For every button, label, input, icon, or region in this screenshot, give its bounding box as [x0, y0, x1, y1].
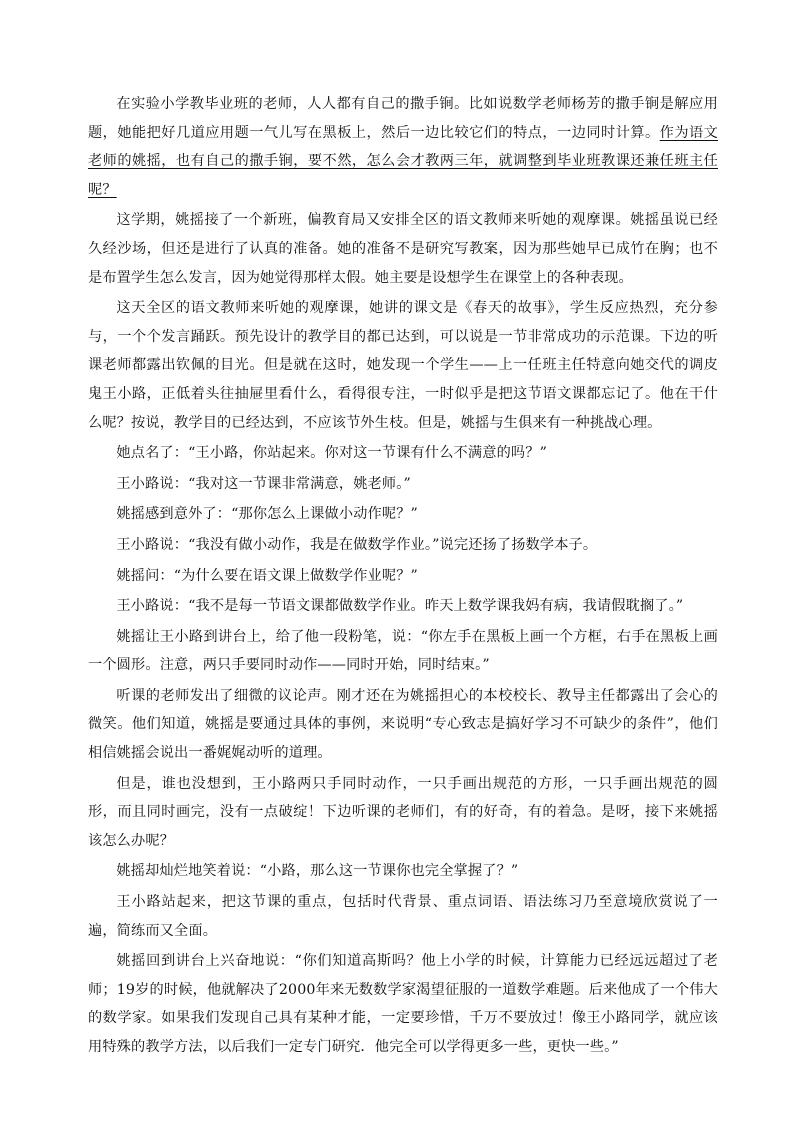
paragraph-13: 姚摇却灿烂地笑着说：“小路，那么这一节课你也完全掌握了？”	[116, 863, 519, 880]
paragraph-1-text: 在实验小学教毕业班的老师，人人都有自己的撒手锏。比如说数学老师杨芳的撒手锏是解应用题，她能把好几道应用题一气儿写在黑板上，然后一边比较它们的特点，一边同时计算。	[88, 96, 718, 141]
underlined-sentence: 作为语文老师的姚摇，也有自己的撒手锏，要不然，怎么会才教两三年，就调整到毕业班教课还兼任班主任呢？	[88, 124, 718, 198]
paragraph-3: 这天全区的语文教师来听她的观摩课，她讲的课文是《春天的故事》，学生反应热烈，充分参与，一个个发言踊跃。预先设计的教学目的都已达到，可以说是一节非常成功的示范课。下边的听课老师都露出钦佩的目光。但是就在这时，她发现一个学生——上一任班主任特意向她交代的调皮鬼王小路，正低着头往抽屉里看什么，看得很专注，一时似乎是把这节语文课都忘记了。他在干什么呢？按说，教学目的已经达到，不应该节外生枝。但是，姚摇与生俱来有一种挑战心理。	[88, 300, 718, 431]
paragraph-5: 王小路说：“我对这一节课非常满意，姚老师。”	[116, 475, 411, 492]
paragraph-14: 王小路站起来，把这节课的重点，包括时代背景、重点词语、语法练习乃至意境欣赏说了一遍，简练而又全面。	[88, 894, 718, 939]
paragraph-8: 姚摇问：“为什么要在语文课上做数学作业呢？”	[116, 567, 418, 584]
paragraph-6: 姚摇感到意外了：“那你怎么上课做小动作呢？”	[116, 506, 418, 523]
paragraph-15: 姚摇回到讲台上兴奋地说：“你们知道高斯吗？他上小学的时候，计算能力已经远远超过了老师；19岁的时候，他就解决了2000年来无数数学家渴望征服的一道数学难题。后来他成了一个伟大的数学家。如果我们发现自己具有某种才能，一定要珍惜，千万不要放过！像王小路同学，就应该用特殊的教学方法，以后我们一定专门研究．他完全可以学得更多一些，更快一些。”	[88, 953, 718, 1055]
paragraph-10: 姚摇让王小路到讲台上，给了他一段粉笔，说：“你左手在黑板上画一个方框，右手在黑板上画一个圆形。注意，两只手要同时动作——同时开始，同时结束。”	[88, 628, 718, 674]
paragraph-2: 这学期，姚摇接了一个新班，偏教育局又安排全区的语文教师来听她的观摩课。姚摇虽说已经久经沙场，但还是进行了认真的准备。她的准备不是研究写教案，因为那些她早已成竹在胸；也不是布置学生怎么发言，因为她觉得那样太假。她主要是设想学生在课堂上的各种表现。	[88, 212, 718, 286]
paragraph-7: 王小路说：“我没有做小动作，我是在做数学作业。”说完还扬了扬数学本子。	[116, 536, 598, 553]
paragraph-12: 但是，谁也没想到，王小路两只手同时动作，一只手画出规范的方形，一只手画出规范的圆形，而且同时画完，没有一点破绽！下边听课的老师们，有的好奇，有的着急。是呀，接下来姚摇该怎么办呢？	[88, 775, 718, 849]
story-body	[88, 90, 718, 1064]
paragraph-9: 王小路说：“我不是每一节语文课都做数学作业。昨天上数学课我妈有病，我请假耽搁了。”	[116, 598, 684, 615]
paragraph-1	[88, 90, 718, 204]
paragraph-4: 她点名了：“王小路，你站起来。你对这一节课有什么不满意的吗？”	[116, 445, 547, 462]
paragraph-11: 听课的老师发出了细微的议论声。刚才还在为姚摇担心的本校校长、教导主任都露出了会心的微笑。他们知道，姚摇是要通过具体的事例，来说明“专心致志是搞好学习不可缺少的条件”，他们相信姚摇会说出一番娓娓动听的道理。	[88, 687, 718, 762]
